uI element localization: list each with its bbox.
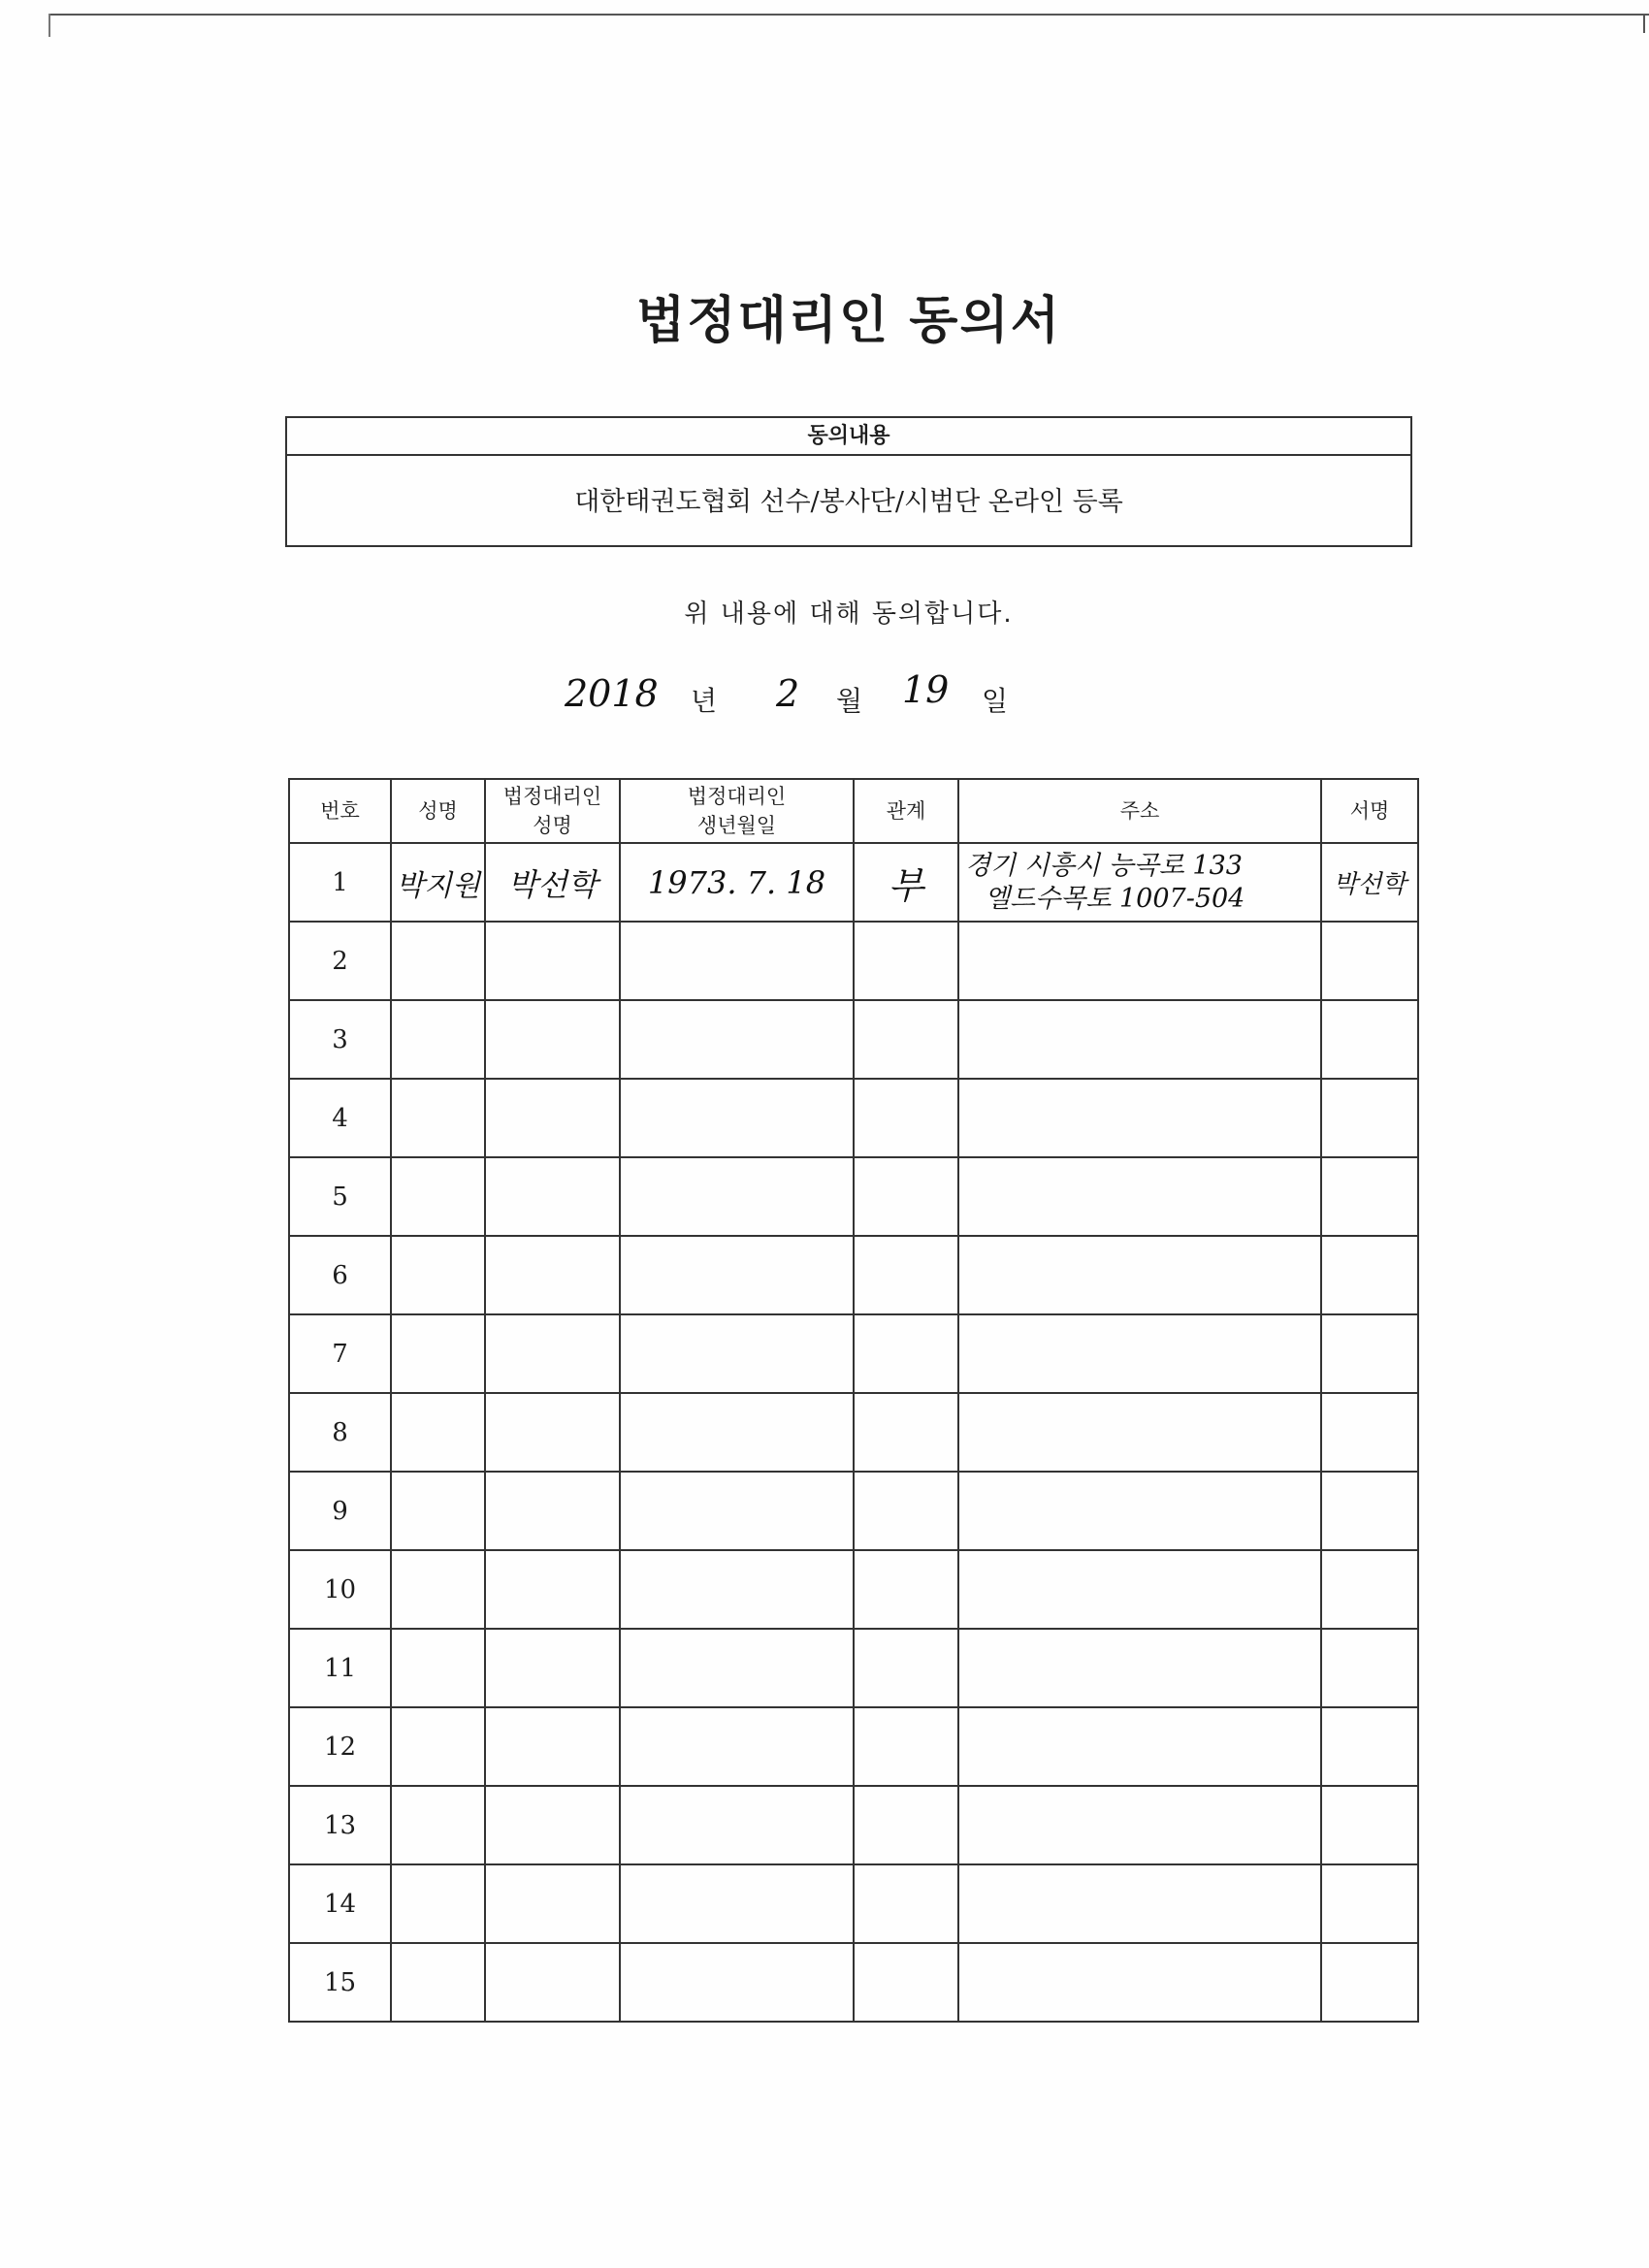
date-month-unit: 월 [836, 685, 863, 717]
row-number: 8 [289, 1393, 391, 1472]
table-row [289, 1943, 1418, 2022]
guardian-birth-handwritten: 1973. 7. 18 [620, 843, 854, 922]
header-guardian-name-line2: 성명 [533, 814, 572, 837]
guardian-table [288, 778, 1419, 2023]
relation-handwritten: 부 [854, 843, 958, 922]
guardian-name-handwritten: 박선학 [485, 843, 620, 922]
consent-content: 대한태권도협회 선수/봉사단/시범단 온라인 등록 [574, 487, 1123, 517]
row-number: 10 [289, 1550, 391, 1629]
row-number: 3 [289, 1000, 391, 1079]
row-number: 12 [289, 1707, 391, 1786]
address-handwritten [958, 843, 1321, 922]
row-number: 15 [289, 1943, 391, 2022]
date-line [0, 668, 1649, 730]
row-number: 14 [289, 1864, 391, 1943]
address-line1: 경기 시흥시 능곡로 133 [965, 850, 1243, 881]
row-number: 9 [289, 1472, 391, 1550]
header-signature: 서명 [1321, 779, 1418, 843]
table-row [289, 1157, 1418, 1236]
row-number: 13 [289, 1786, 391, 1864]
scan-edge-top [48, 14, 1649, 16]
row-number: 1 [289, 843, 391, 922]
table-row [289, 843, 1418, 922]
scan-edge-right [1643, 14, 1645, 33]
header-relation: 관계 [854, 779, 958, 843]
table-row [289, 1472, 1418, 1550]
table-row [289, 1864, 1418, 1943]
table-header-row [289, 779, 1418, 843]
row-number: 4 [289, 1079, 391, 1157]
document-title: 법정대리인 동의서 [636, 292, 1061, 350]
address-line2: 엘드수목토 1007-504 [985, 883, 1245, 914]
header-guardian-name-line1: 법정대리인 [502, 785, 602, 808]
date-day-unit: 일 [982, 685, 1009, 717]
table-row [289, 922, 1418, 1000]
header-no: 번호 [289, 779, 391, 843]
signature-handwritten: 박선학 [1321, 843, 1418, 922]
student-name-handwritten: 박지원 [391, 843, 485, 922]
date-year-handwritten: 2018 [565, 672, 659, 715]
date-year-unit: 년 [691, 685, 718, 717]
table-row [289, 1707, 1418, 1786]
table-row [289, 1000, 1418, 1079]
header-name: 성명 [391, 779, 485, 843]
row-number: 6 [289, 1236, 391, 1314]
table-row [289, 1550, 1418, 1629]
row-number: 5 [289, 1157, 391, 1236]
header-guardian-name [485, 779, 620, 843]
header-guardian-birth-line1: 법정대리인 [687, 785, 787, 808]
table-row [289, 1786, 1418, 1864]
agreement-statement: 위 내용에 대해 동의합니다. [684, 599, 1014, 629]
header-address: 주소 [958, 779, 1321, 843]
header-guardian-birth [620, 779, 854, 843]
row-number: 2 [289, 922, 391, 1000]
table-row [289, 1314, 1418, 1393]
header-guardian-birth-line2: 생년월일 [696, 814, 777, 837]
table-row [289, 1079, 1418, 1157]
scan-edge-left [48, 14, 50, 37]
row-number: 11 [289, 1629, 391, 1707]
table-row [289, 1629, 1418, 1707]
consent-box [285, 416, 1412, 547]
consent-heading: 동의내용 [287, 418, 1410, 456]
table-row [289, 1236, 1418, 1314]
date-day-handwritten: 19 [902, 668, 950, 711]
table-row [289, 1393, 1418, 1472]
date-month-handwritten: 2 [776, 672, 800, 715]
row-number: 7 [289, 1314, 391, 1393]
